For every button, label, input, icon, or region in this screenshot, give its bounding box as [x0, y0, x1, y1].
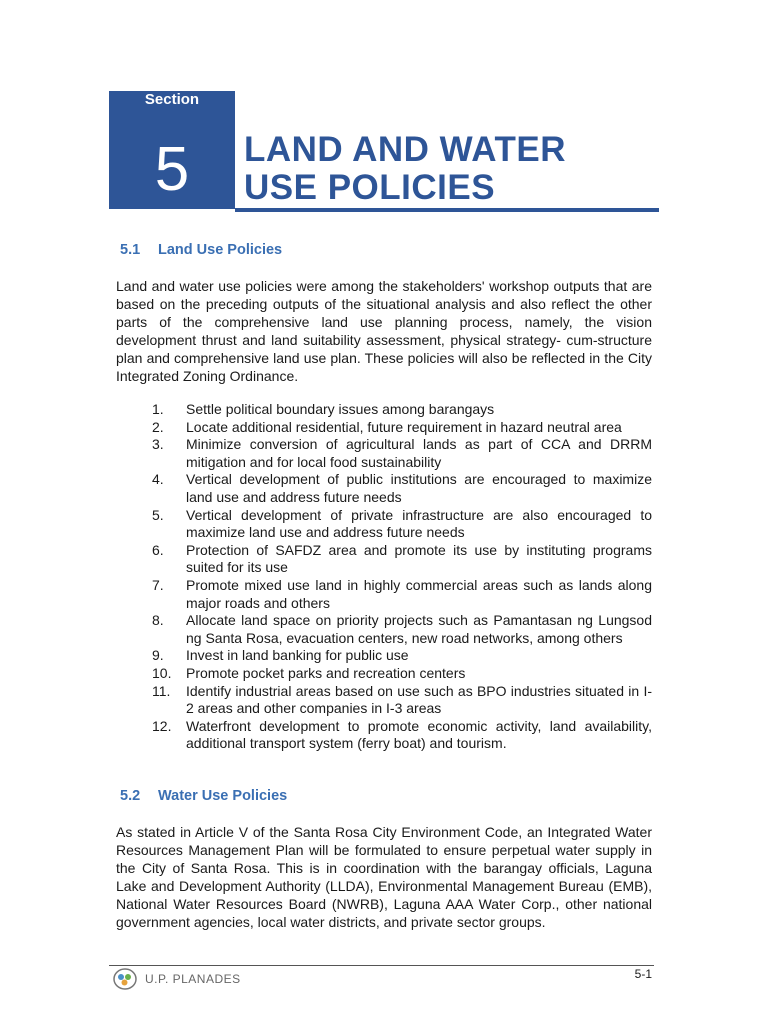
policy-item-text: Identify industrial areas based on use such as BPO industries situated in I-2 areas and other companies in I-3 areas [186, 682, 652, 717]
policy-item-text: Vertical development of private infrastructure are also encouraged to maximize land use and address future needs [186, 506, 652, 541]
policy-item [116, 612, 652, 647]
land-use-heading-number: 5.1 [120, 242, 141, 258]
planades-logo-icon [113, 968, 137, 990]
policy-item-number: 1. [152, 401, 164, 417]
land-use-intro: Land and water use policies were among the stakeholders' workshop outputs that are based on the preceding outputs of the situational analysis and also reflect the other parts of the comprehensive land use planning process, namely, the vision development thrust and land suitability assessment, physical strategy- cum-structure plan and comprehensive land use plan. These policies will also be reflected in the City Integrated Zoning Ordinance. [116, 278, 652, 384]
policy-item [116, 665, 652, 683]
policy-item-number: 8. [152, 612, 164, 629]
page-title [244, 131, 566, 207]
policy-item-number: 5. [152, 506, 164, 523]
policy-item-number: 11. [152, 682, 171, 699]
policy-item-text: Vertical development of public institutions are encouraged to maximize land use and address future needs [186, 471, 652, 505]
policy-item-number: 12. [152, 717, 172, 734]
water-use-body: As stated in Article V of the Santa Rosa City Environment Code, an Integrated Water Resources Management Plan will be formulated to ensure perpetual water supply in the City of Santa Rosa. This is in coordination with the barangay officials, Laguna Lake and Development Authority (LLDA), Environmental Management Bureau (EMB), National Water Resources Board (NWRB), Laguna AAA Water Corp., other national government agencies, local water districts, and private sector groups. [116, 824, 652, 930]
policy-item-text: Promote pocket parks and recreation centers [186, 664, 466, 681]
footer-logo-text: U.P. PLANADES [145, 972, 241, 986]
policy-item-text: Invest in land banking for public use [186, 647, 409, 664]
title-line-1: LAND AND WATER [244, 130, 566, 169]
policy-item-number: 3. [152, 436, 164, 453]
land-use-heading [120, 242, 282, 258]
title-line-2: USE POLICIES [244, 168, 496, 207]
water-use-heading-text: Water Use Policies [158, 788, 288, 804]
water-use-heading [120, 788, 287, 804]
policy-item-number: 6. [152, 541, 164, 558]
title-underline [235, 208, 659, 212]
policy-item [116, 647, 652, 665]
policy-item [116, 718, 652, 753]
policy-item [116, 577, 652, 612]
policy-item-text: Protection of SAFDZ area and promote its use by instituting programs suited for its use [186, 541, 652, 576]
policy-item-text: Promote mixed use land in highly commercial areas such as lands along major roads and others [186, 576, 652, 611]
section-number: 5 [154, 135, 190, 204]
policy-item-text: Allocate land space on priority projects such as Pamantasan ng Lungsod ng Santa Rosa, evacuation centers, new road networks, among others [186, 612, 652, 646]
policy-item-text: Locate additional residential, future requirement in hazard neutral area [186, 418, 622, 435]
policy-item-number: 10. [152, 664, 172, 681]
policy-item [116, 436, 652, 471]
policy-item [116, 683, 652, 718]
section-badge [109, 91, 235, 209]
section-label: Section [144, 91, 200, 108]
policy-item-number: 7. [152, 576, 164, 593]
page-number: 5-1 [634, 967, 652, 981]
land-use-policy-list [116, 401, 652, 753]
policy-item-text: Waterfront development to promote economic activity, land availability, additional transport system (ferry boat) and tourism. [186, 717, 652, 752]
policy-item [116, 401, 652, 419]
policy-item-text: Settle political boundary issues among barangays [186, 401, 495, 417]
policy-item-number: 4. [152, 471, 164, 488]
policy-item [116, 471, 652, 506]
policy-item [116, 542, 652, 577]
footer-divider [109, 965, 654, 966]
policy-item-number: 2. [152, 418, 164, 435]
policy-item-text: Minimize conversion of agricultural lands as part of CCA and DRRM mitigation and for local food sustainability [186, 436, 652, 470]
policy-item [116, 507, 652, 542]
policy-item [116, 419, 652, 437]
water-use-heading-number: 5.2 [120, 788, 141, 804]
policy-item-number: 9. [152, 647, 164, 664]
land-use-heading-text: Land Use Policies [158, 242, 283, 258]
